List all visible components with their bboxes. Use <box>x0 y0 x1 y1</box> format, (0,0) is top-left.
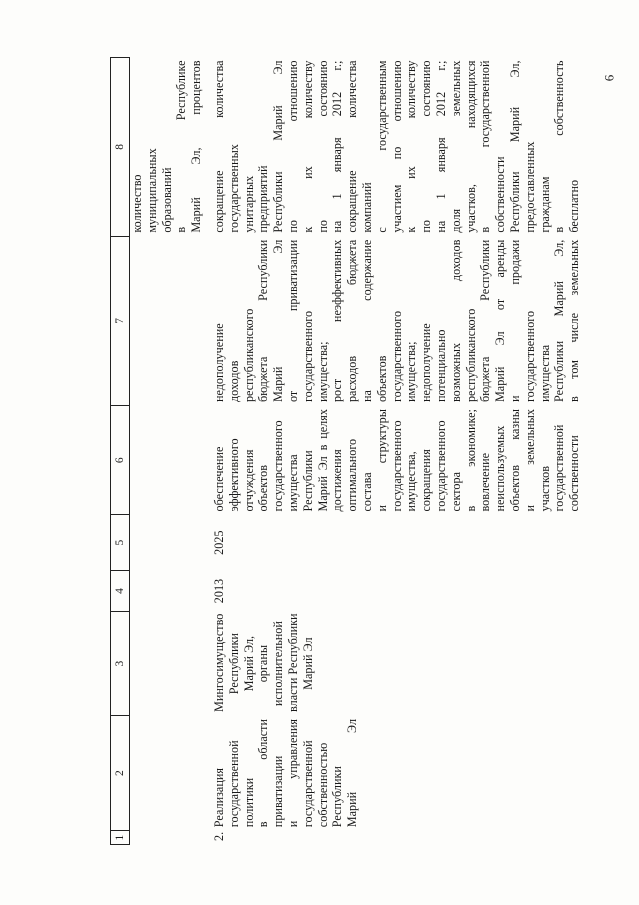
cell-line: на 1 января 2012 г.; <box>433 60 448 233</box>
cell-line: участков <box>537 465 552 512</box>
cell-line: государственного <box>389 310 404 403</box>
cell-line: в области <box>256 718 271 828</box>
cell-line: Марий Эл <box>300 637 315 690</box>
program-table <box>110 57 582 845</box>
cell-line: эффективного <box>226 438 241 512</box>
cell-line: в том числе земельных <box>567 239 582 403</box>
cell-line: обеспечение <box>212 446 226 512</box>
cell-line: вовлечение <box>478 452 493 512</box>
cell-line: по состоянию <box>419 60 434 233</box>
cell-line: Республики Марий Эл, <box>552 239 567 403</box>
start-year-cell: 2013 <box>212 578 226 604</box>
header-cell-6: 6 <box>111 406 130 515</box>
cell-line: Мингосимущество <box>212 613 226 712</box>
cell-line: сокращения <box>419 449 434 512</box>
carry-over-row <box>130 58 209 845</box>
cell-line: доля земельных <box>448 60 463 233</box>
cell-line: сокращение количества <box>345 60 360 233</box>
consequences-cell <box>208 236 582 405</box>
table-row <box>208 58 582 845</box>
cell-line: исполнительной <box>271 621 286 707</box>
cell-line: потенциально <box>433 329 448 403</box>
cell-line: собственности <box>567 435 582 512</box>
cell-line: имущества; <box>315 341 330 403</box>
cell-line: по состоянию <box>315 60 330 233</box>
cell-line: недополучение <box>419 323 434 403</box>
cell-line: рост неэффективных <box>330 239 345 403</box>
header-cell-3: 3 <box>111 612 130 716</box>
header-cell-1: 1 <box>111 831 130 845</box>
cell-line: государственного <box>300 310 315 403</box>
cell-line: в собственность <box>552 60 567 233</box>
cell-line: возможных доходов <box>448 239 463 403</box>
header-cell-2: 2 <box>111 715 130 830</box>
expected-result-cell <box>208 406 582 515</box>
cell-line: Марий Эл <box>271 239 286 403</box>
cell-line: количество <box>130 174 144 233</box>
cell-line: к их количеству <box>300 60 315 233</box>
cell-line: по отношению <box>285 60 300 233</box>
cell-line: собственностью <box>315 742 330 828</box>
cell-line: на содержание <box>359 239 374 403</box>
cell-line: участков, находящихся <box>463 60 478 233</box>
cell-line: имущества, <box>404 451 419 512</box>
cell-line: органы <box>256 644 271 683</box>
cell-line: государственного <box>522 310 537 403</box>
cell-line: Реализация <box>212 768 226 828</box>
cell-line: на 1 января 2012 г.; <box>330 60 345 233</box>
cell-line: государственного <box>433 420 448 512</box>
cell-line: объектов казны <box>507 409 522 512</box>
cell-line: государственной <box>226 740 241 828</box>
cell-line: государственного <box>389 420 404 512</box>
cell-line: предприятий <box>256 165 271 233</box>
cell-line: и продажи <box>507 239 522 403</box>
cell-line: состава <box>359 472 374 512</box>
cell-line: Республики <box>226 633 241 695</box>
cell-line: Марий Эл от аренды <box>493 239 508 403</box>
cell-line: гражданам <box>537 176 552 233</box>
cell-line: государственной <box>552 424 567 512</box>
cell-line: республиканского <box>463 308 478 403</box>
cell-line: достижения <box>330 449 345 512</box>
cell-line: расходов бюджета <box>345 239 360 403</box>
header-cell-5: 5 <box>111 515 130 570</box>
cell-line: образований <box>159 167 174 233</box>
cell-line: бюджета Республики <box>478 239 493 403</box>
header-row <box>111 58 130 845</box>
cell-line: унитарных <box>241 175 256 233</box>
cell-line: сокращение количества <box>212 60 226 233</box>
cell-line: Республики <box>300 450 315 512</box>
cell-line: от приватизации <box>285 239 300 403</box>
cell-line: участием по отношению <box>389 60 404 233</box>
cell-line: предоставленных <box>522 141 537 233</box>
cell-line: Марий Эл, <box>241 635 256 692</box>
cell-line: Республики Марий Эл <box>271 60 286 233</box>
cell-line: к их количеству <box>404 60 419 233</box>
page-number: 6 <box>601 74 617 82</box>
cell-line: власти Республики <box>285 613 300 712</box>
cell-line: доходов <box>226 360 241 403</box>
cell-line: Республики Марий Эл, <box>507 60 522 233</box>
cell-line: приватизации <box>271 755 286 828</box>
responsible-cell <box>208 612 582 716</box>
cell-line: в государственной <box>478 60 493 233</box>
cell-line: и управления <box>285 718 300 828</box>
cell-line: бюджета Республики <box>256 239 271 403</box>
cell-line: сектора <box>448 472 463 512</box>
carry-over-col8 <box>130 58 209 237</box>
cell-line: государственных <box>226 144 241 233</box>
cell-line: компаний <box>359 182 374 233</box>
cell-line: Республики <box>330 766 345 828</box>
end-year-cell: 2025 <box>212 530 226 555</box>
cell-line: государственного <box>271 420 286 512</box>
cell-line: и структуры <box>374 409 389 512</box>
header-cell-4: 4 <box>111 570 130 611</box>
cell-line: имущества <box>285 454 300 512</box>
cell-line: оптимального <box>345 438 360 512</box>
cell-line: бесплатно <box>567 179 582 233</box>
cell-line: недополучение <box>212 323 226 403</box>
cell-line: неиспользуемых <box>493 425 508 512</box>
cell-line: Марий Эл <box>345 718 360 828</box>
cell-line: политики <box>241 777 256 828</box>
cell-line: республиканского <box>241 308 256 403</box>
cell-line: государственной <box>300 740 315 828</box>
rotated-table-wrapper <box>110 57 582 845</box>
row-number: 2. <box>212 831 226 841</box>
cell-line: собственности <box>493 156 508 233</box>
cell-line: объектов <box>374 355 389 403</box>
cell-line: в Республике <box>174 60 189 233</box>
cell-line: имущества <box>537 344 552 403</box>
cell-line: отчуждения <box>241 449 256 512</box>
cell-line: муниципальных <box>144 148 159 233</box>
cell-line: имущества; <box>404 341 419 403</box>
measure-name-cell <box>208 715 582 830</box>
cell-line: с государственным <box>374 60 389 233</box>
cell-line: Марий Эл в целях <box>315 409 330 512</box>
indicators-cell <box>208 58 582 237</box>
cell-line: в экономике; <box>463 409 478 512</box>
cell-line: Марий Эл, процентов <box>189 60 204 233</box>
cell-line: объектов <box>256 465 271 512</box>
header-cell-8: 8 <box>111 58 130 237</box>
header-cell-7: 7 <box>111 236 130 405</box>
cell-line: и земельных <box>522 409 537 512</box>
